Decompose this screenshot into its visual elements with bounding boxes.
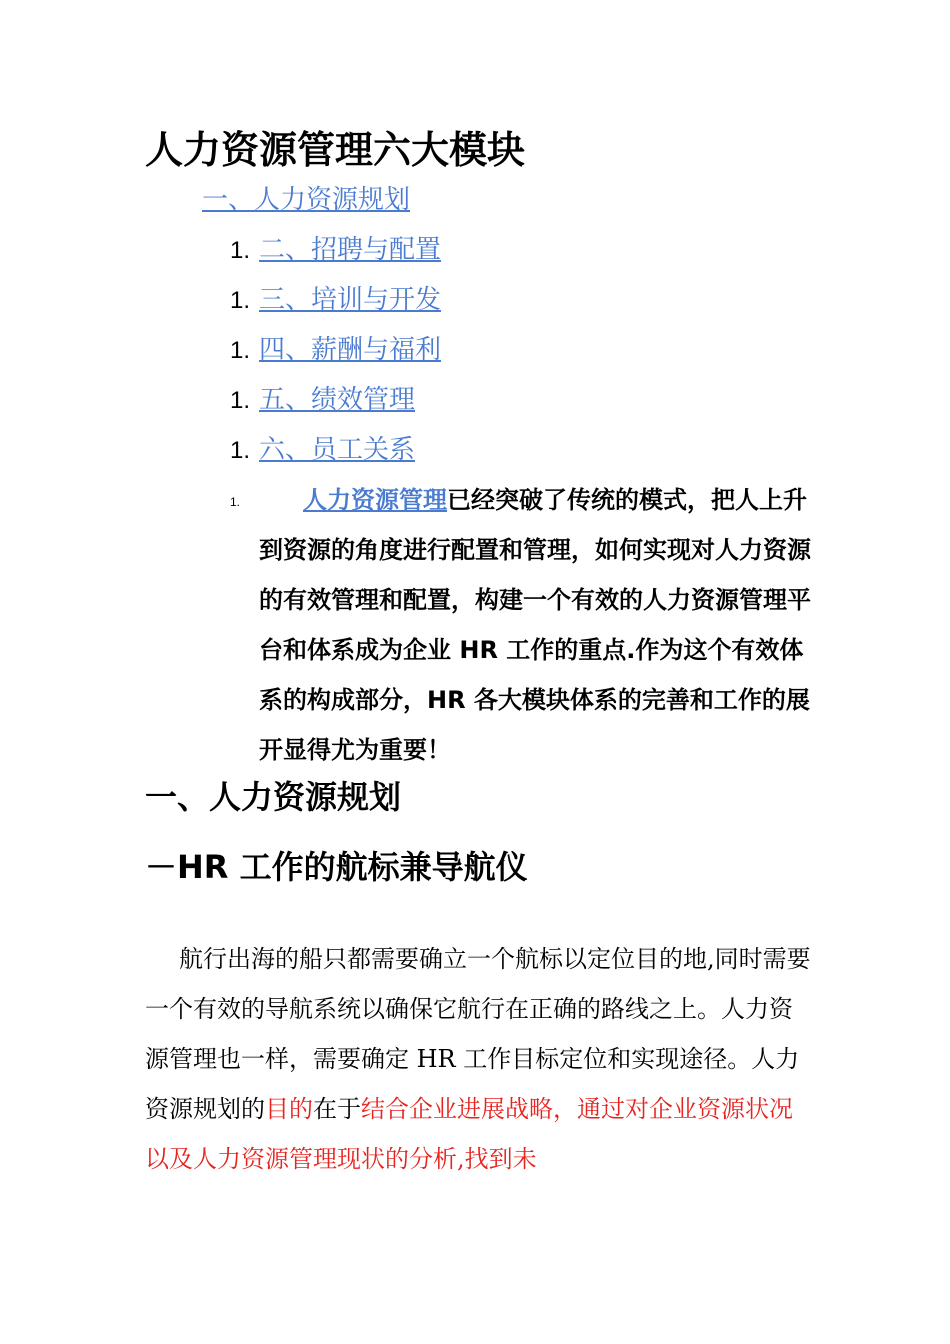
toc-item-number: 1. — [230, 337, 251, 364]
highlight-text: 目的 — [265, 1095, 313, 1123]
toc-link-compensation[interactable]: 四、薪酬与福利 — [259, 335, 442, 365]
section-subheading: －HR 工作的航标兼导航仪 — [145, 848, 528, 886]
paragraph-text: 在于 — [313, 1095, 361, 1123]
paragraph-text: 航行出海的船只都需要确立一个航标以定位目的地,同时需要一个有效的导航系统以确保它航行在正确的路线之上。人力资源管理也一样，需要确定 HR 工作目标定位和实现途径。人力资源规划的 — [145, 945, 811, 1123]
toc-link-training[interactable]: 三、培训与开发 — [259, 285, 442, 315]
toc-link-planning[interactable]: 一、人力资源规划 — [202, 185, 411, 215]
toc-item — [230, 428, 415, 472]
toc-item — [230, 328, 441, 372]
toc-item-number: 1. — [230, 387, 251, 414]
section-paragraph — [145, 934, 811, 1184]
highlight-text: 结合企业进展战略，通过对企业资源状况以及人力资源管理现状的分析,找到未 — [145, 1095, 793, 1173]
toc-item-number: 1. — [230, 287, 251, 314]
intro-paragraph — [259, 475, 819, 775]
toc-item — [230, 378, 415, 422]
toc-link-recruitment[interactable]: 二、招聘与配置 — [259, 235, 442, 265]
document-title: 人力资源管理六大模块 — [145, 127, 526, 172]
toc-item — [230, 228, 441, 272]
toc-item-number: 1. — [230, 237, 251, 264]
intro-item-number: 1. — [230, 495, 241, 509]
toc-item — [230, 278, 441, 322]
section-heading: 一、人力资源规划 — [145, 778, 402, 816]
toc-link-employee-relations[interactable]: 六、员工关系 — [259, 435, 416, 465]
intro-text: 已经突破了传统的模式，把人上升到资源的角度进行配置和管理，如何实现对人力资源的有效管理和配置，构建一个有效的人力资源管理平台和体系成为企业 HR 工作的重点.作为这个有效体系的构成部分，HR 各大模块体系的完善和工作的展开显得尤为重要！ — [259, 486, 811, 764]
hr-management-link[interactable]: 人力资源管理 — [303, 486, 447, 514]
toc-item-number: 1. — [230, 437, 251, 464]
toc-link-performance[interactable]: 五、绩效管理 — [259, 385, 416, 415]
